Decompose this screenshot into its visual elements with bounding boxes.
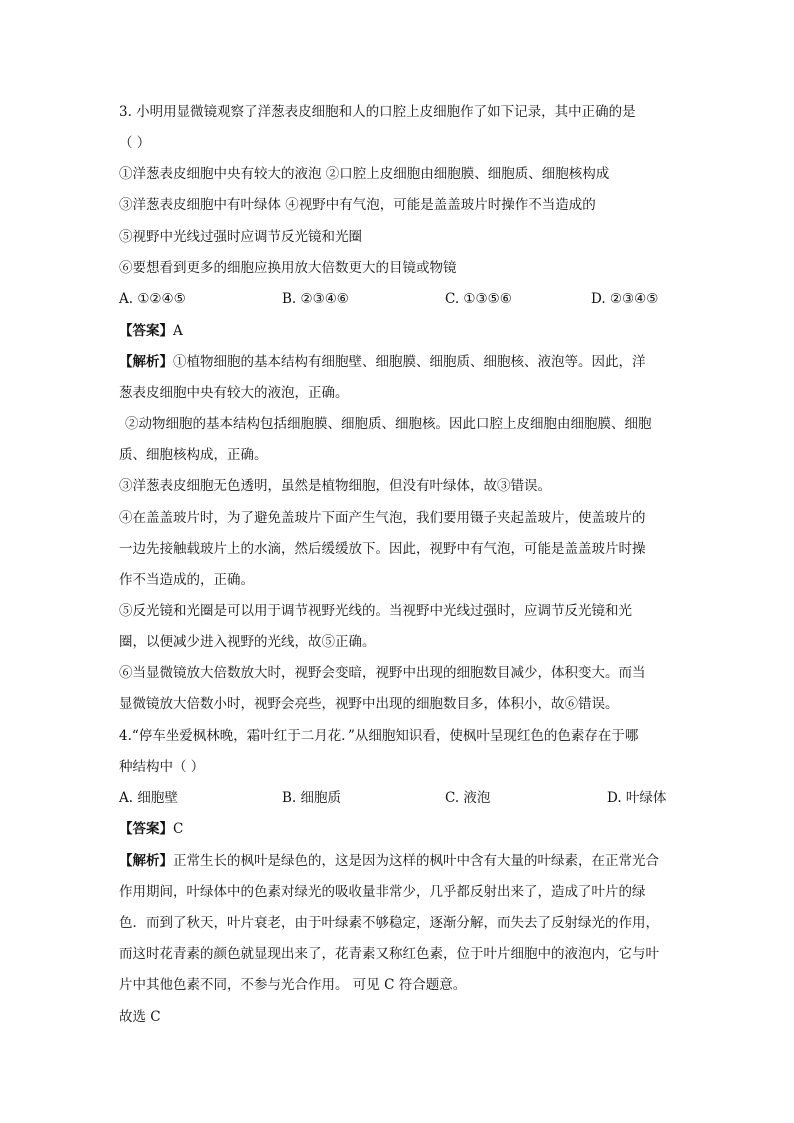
q3-analysis-line-5: ③洋葱表皮细胞无色透明，虽然是植物细胞，但没有叶绿体，故③错误。 (119, 478, 551, 494)
q4-answer (119, 819, 183, 839)
q3-answer-value: A (173, 323, 183, 339)
q3-analysis-line-4: 质、细胞核构成，正确。 (119, 447, 268, 463)
q4-conclusion: 故选 C (119, 1009, 161, 1025)
q3-answer-blank: （ ） (119, 135, 151, 151)
q3-statement-5: ⑤视野中光线过强时应调节反光镜和光圈 (119, 229, 362, 245)
q4-stem-line-1: 4.“停车坐爱枫林晚，霜叶红于二月花．”从细胞知识看，使枫叶呈现红色的色素存在于哪 (119, 728, 639, 744)
q4-analysis-text-1: 正常生长的枫叶是绿色的，这是因为这样的枫叶中含有大量的叶绿素，在正常光合 (173, 853, 659, 869)
q3-option-b: B. ②③④⑥ (282, 291, 349, 307)
q3-statement-1-2: ①洋葱表皮细胞中央有较大的液泡 ②口腔上皮细胞由细胞膜、细胞质、细胞核构成 (119, 166, 610, 182)
q3-statement-6: ⑥要想看到更多的细胞应换用放大倍数更大的目镜或物镜 (119, 260, 457, 276)
q3-analysis-line-11: ⑥当显微镜放大倍数放大时，视野会变暗，视野中出现的细胞数目减少，体积变大。而当 (119, 665, 646, 681)
q4-option-a: A. 细胞壁 (119, 790, 178, 806)
q4-stem-line-2: 种结构中（ ） (119, 759, 205, 775)
q4-option-b: B. 细胞质 (282, 790, 342, 806)
q3-analysis-line-9: ⑤反光镜和光圈是可以用于调节视野光线的。当视野中光线过强时，应调节反光镜和光 (119, 603, 632, 619)
q3-analysis-line-2: 葱表皮细胞中央有较大的液泡，正确。 (119, 385, 349, 401)
q3-option-d: D. ②③④⑤ (591, 291, 659, 307)
q3-analysis-label: 【解析】 (119, 354, 173, 370)
q3-analysis-line-1 (119, 352, 646, 372)
q3-analysis-line-3: ②动物细胞的基本结构包括细胞膜、细胞质、细胞核。因此口腔上皮细胞由细胞膜、细胞 (125, 416, 652, 432)
q4-answer-label: 【答案】 (119, 821, 173, 837)
q3-analysis-line-10: 圈，以便减少进入视野的光线，故⑤正确。 (119, 634, 376, 650)
q3-analysis-line-7: 一边先接触载玻片上的水滴，然后缓缓放下。因此，视野中有气泡，可能是盖盖玻片时操 (119, 541, 646, 557)
q4-option-c: C. 液泡 (445, 790, 491, 806)
q4-answer-value: C (173, 821, 184, 837)
q3-stem: 3. 小明用显微镜观察了洋葱表皮细胞和人的口腔上皮细胞作了如下记录，其中正确的是 (119, 104, 636, 120)
q4-analysis-label: 【解析】 (119, 853, 173, 869)
q4-analysis-line-3: 色．而到了秋天，叶片衰老，由于叶绿素不够稳定，逐渐分解，而失去了反射绿光的作用， (119, 915, 659, 931)
q4-analysis-line-5: 片中其他色素不同，不参与光合作用。 可见 C 符合题意。 (119, 977, 467, 993)
q3-statement-3-4: ③洋葱表皮细胞中有叶绿体 ④视野中有气泡，可能是盖盖玻片时操作不当造成的 (119, 197, 596, 213)
q3-analysis-line-8: 作不当造成的，正确。 (119, 572, 254, 588)
q3-answer (119, 321, 183, 341)
q4-analysis-line-1 (119, 851, 659, 871)
q4-analysis-line-2: 作用期间，叶绿体中的色素对绿光的吸收量非常少，几乎都反射出来了，造成了叶片的绿 (119, 884, 646, 900)
q3-option-c: C. ①③⑤⑥ (445, 291, 512, 307)
q4-option-d: D. 叶绿体 (607, 790, 667, 806)
q4-analysis-line-4: 而这时花青素的颜色就显现出来了，花青素又称红色素，位于叶片细胞中的液泡内，它与叶 (119, 946, 659, 962)
q3-answer-label: 【答案】 (119, 323, 173, 339)
q3-analysis-line-6: ④在盖盖玻片时，为了避免盖玻片下面产生气泡，我们要用镊子夹起盖玻片，使盖玻片的 (119, 510, 646, 526)
q3-analysis-text-1: ①植物细胞的基本结构有细胞壁、细胞膜、细胞质、细胞核、液泡等。因此，洋 (173, 354, 646, 370)
q3-option-a: A. ①②④⑤ (119, 291, 186, 307)
q3-analysis-line-12: 显微镜放大倍数小时，视野会亮些，视野中出现的细胞数目多，体积小，故⑥错误。 (119, 696, 619, 712)
